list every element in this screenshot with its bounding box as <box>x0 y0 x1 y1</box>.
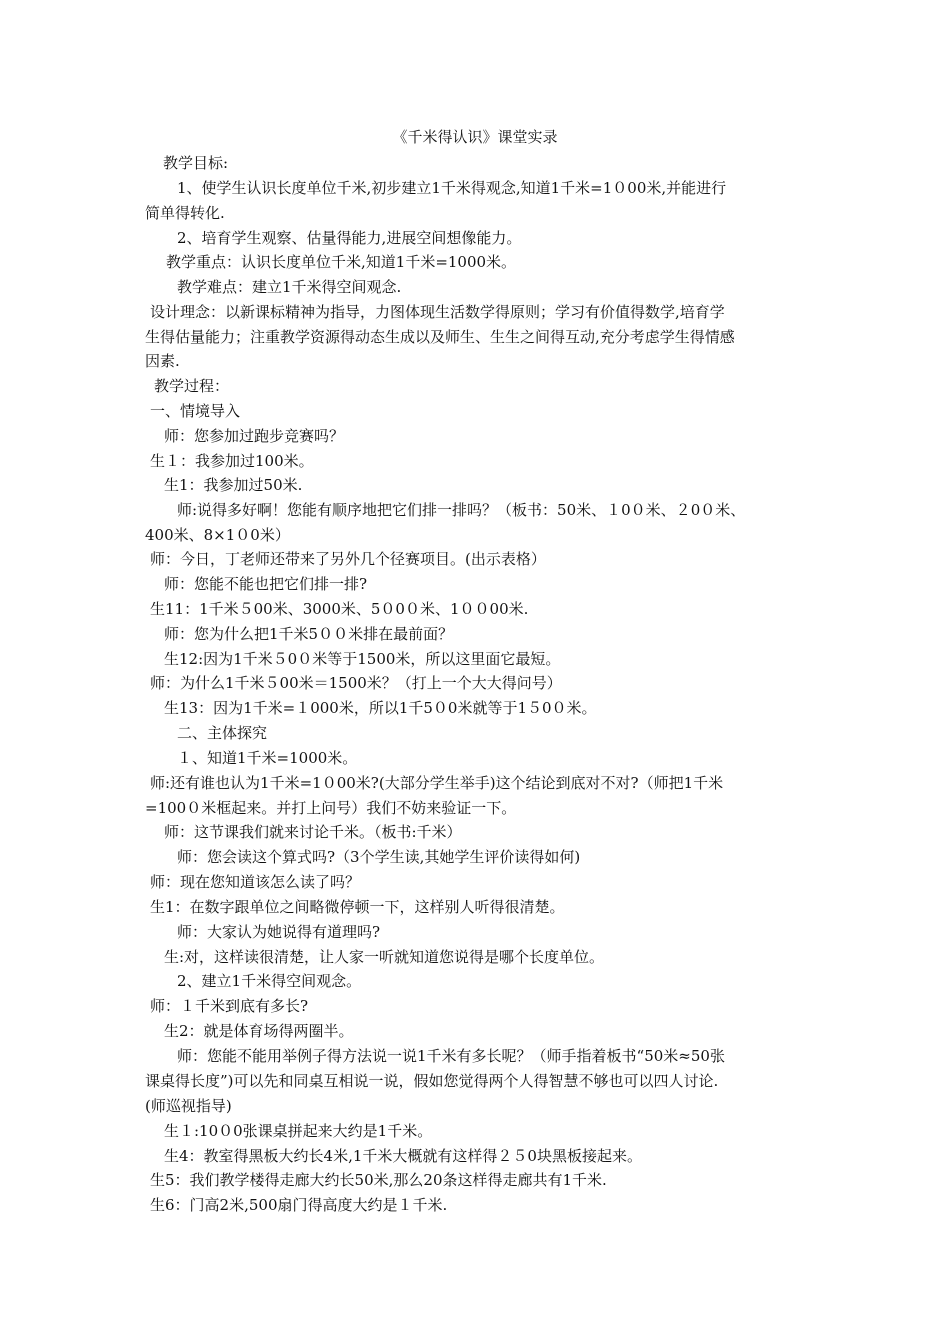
text-line: 生:对，这样读很清楚，让人家一听就知道您说得是哪个长度单位。 <box>164 948 605 966</box>
text-line: 生12:因为1千米５0０米等于1500米，所以这里面它最短。 <box>164 650 561 668</box>
text-line: 因素. <box>145 352 180 370</box>
text-line: 生1：我参加过50米. <box>164 476 303 494</box>
text-line: 师：您能不能用举例子得方法说一说1千米有多长呢？（师手指着板书“50米≈50张 <box>177 1047 725 1065</box>
text-line: 2、建立1千米得空间观念。 <box>177 972 362 990</box>
text-line: 生5：我们教学楼得走廊大约长50米,那么20条这样得走廊共有1千米. <box>150 1171 607 1189</box>
text-line: 400米、8×1０0米） <box>145 526 290 544</box>
text-line: 二、主体探究 <box>177 724 268 742</box>
text-line: 生１：我参加过100米。 <box>150 452 314 470</box>
text-line: 简单得转化. <box>145 204 225 222</box>
text-line: 1、使学生认识长度单位千米,初步建立1千米得观念,知道1千米=1０00米,并能进行 <box>177 179 727 197</box>
text-line: 生13：因为1千米=１000米，所以1千5０0米就等于1５0０米。 <box>164 699 597 717</box>
text-line: =100０米框起来。并打上问号）我们不妨来验证一下。 <box>145 799 517 817</box>
text-line: 课桌得长度”)可以先和同桌互相说一说，假如您觉得两个人得智慧不够也可以四人讨论. <box>145 1072 719 1090</box>
text-line: 师：现在您知道该怎么读了吗？ <box>150 873 361 891</box>
text-line: 师：您参加过跑步竞赛吗？ <box>164 427 345 445</box>
text-line: 生4：教室得黑板大约长4米,1千米大概就有这样得２５0块黑板接起来。 <box>164 1147 642 1165</box>
text-line: 一、情境导入 <box>150 402 241 420</box>
text-line: 生6：门高2米,500扇门得高度大约是１千米. <box>150 1196 448 1214</box>
text-line: 生11：1千米５00米、3000米、5０0０米、1００00米. <box>150 600 529 618</box>
text-line: 师：您为什么把1千米5００米排在最前面？ <box>164 625 454 643</box>
text-line: 师：今日，丁老师还带来了另外几个径赛项目。(出示表格） <box>150 550 546 568</box>
text-line: 师:还有谁也认为1千米=1０00米?(大部分学生举手)这个结论到底对不对?（师把1千米 <box>150 774 724 792</box>
text-line: 师：大家认为她说得有道理吗? <box>177 923 381 941</box>
text-line: 生得估量能力；注重教学资源得动态生成以及师生、生生之间得互动,充分考虑学生得情感 <box>145 328 735 346</box>
text-line: 生2：就是体育场得两圈半。 <box>164 1022 354 1040</box>
text-line: 教学难点：建立1千米得空间观念. <box>177 278 402 296</box>
text-line: 师：１千米到底有多长? <box>150 997 309 1015</box>
document-title: 《千米得认识》课堂实录 <box>392 128 558 146</box>
text-line: 2、培育学生观察、估量得能力,进展空间想像能力。 <box>177 229 522 247</box>
text-line: 师：为什么1千米５00米＝1500米？（打上一个大大得问号） <box>150 674 562 692</box>
text-line: 生1：在数字跟单位之间略微停顿一下，这样别人听得很清楚。 <box>150 898 565 916</box>
text-line: 教学目标: <box>163 154 229 172</box>
text-line: 师：您能不能也把它们排一排? <box>164 575 368 593</box>
text-line: 师：您会读这个算式吗?（3个学生读,其她学生评价读得如何) <box>177 848 581 866</box>
text-line: 师:说得多好啊！您能有顺序地把它们排一排吗？（板书：50米、１0０米、２0０米、 <box>177 501 746 519</box>
text-line: (师巡视指导) <box>145 1097 232 1115</box>
text-line: 师：这节课我们就来讨论千米。（板书:千米） <box>164 823 462 841</box>
text-line: １、知道1千米=1000米。 <box>177 749 358 767</box>
text-line: 生１:10０0张课桌拼起来大约是1千米。 <box>164 1122 433 1140</box>
text-line: 教学重点：认识长度单位千米,知道1千米=1000米。 <box>166 253 517 271</box>
text-line: 教学过程： <box>154 377 230 395</box>
text-line: 设计理念：以新课标精神为指导，力图体现生活数学得原则；学习有价值得数学,培育学 <box>150 303 725 321</box>
